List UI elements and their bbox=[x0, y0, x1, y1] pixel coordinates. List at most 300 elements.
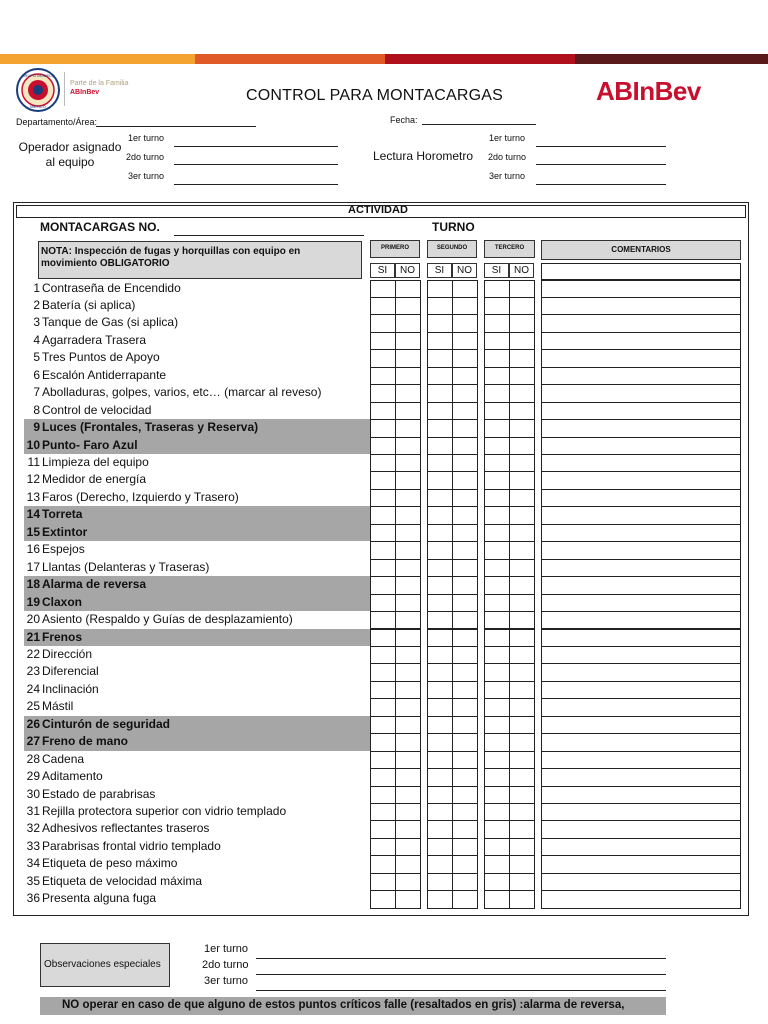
checklist-item bbox=[24, 367, 370, 384]
check-cell-primero-no[interactable] bbox=[395, 506, 421, 524]
check-cell-segundo-si[interactable] bbox=[427, 698, 453, 716]
check-cell-tercero-si[interactable] bbox=[484, 506, 510, 524]
check-cell-primero-no[interactable] bbox=[395, 437, 421, 455]
check-cell-tercero-no[interactable] bbox=[509, 506, 535, 524]
check-cell-tercero-si[interactable] bbox=[484, 629, 510, 647]
check-cell-segundo-si[interactable] bbox=[427, 803, 453, 821]
check-cell-tercero-no[interactable] bbox=[509, 786, 535, 804]
fecha-field[interactable] bbox=[422, 124, 536, 125]
check-cell-tercero-no[interactable] bbox=[509, 524, 535, 542]
comentario-cell[interactable] bbox=[541, 541, 741, 559]
check-cell-tercero-si[interactable] bbox=[484, 890, 510, 908]
svg-text:MÉXICO: MÉXICO bbox=[30, 104, 46, 109]
check-cell-primero-no[interactable] bbox=[395, 768, 421, 786]
check-cell-primero-si[interactable] bbox=[370, 471, 396, 489]
check-cell-tercero-si[interactable] bbox=[484, 367, 510, 385]
check-cell-segundo-si[interactable] bbox=[427, 559, 453, 577]
checklist-item bbox=[24, 314, 370, 331]
check-cell-segundo-si[interactable] bbox=[427, 419, 453, 437]
check-cell-primero-no[interactable] bbox=[395, 384, 421, 402]
comentario-cell[interactable] bbox=[541, 402, 741, 420]
check-cell-segundo-no[interactable] bbox=[452, 786, 478, 804]
checklist-item bbox=[24, 576, 370, 593]
check-cell-tercero-si[interactable] bbox=[484, 559, 510, 577]
check-cell-segundo-si[interactable] bbox=[427, 541, 453, 559]
check-cell-tercero-si[interactable] bbox=[484, 838, 510, 856]
check-cell-segundo-no[interactable] bbox=[452, 454, 478, 472]
check-cell-primero-no[interactable] bbox=[395, 576, 421, 594]
check-cell-segundo-no[interactable] bbox=[452, 646, 478, 664]
check-cell-tercero-si[interactable] bbox=[484, 349, 510, 367]
checklist-item-label: Parabrisas frontal vidrio templado bbox=[42, 838, 221, 853]
check-cell-tercero-no[interactable] bbox=[509, 576, 535, 594]
check-cell-tercero-si[interactable] bbox=[484, 646, 510, 664]
check-cell-segundo-si[interactable] bbox=[427, 646, 453, 664]
checklist-item bbox=[24, 524, 370, 541]
horometro-turno-2-field[interactable] bbox=[536, 164, 666, 165]
check-cell-primero-no[interactable] bbox=[395, 803, 421, 821]
check-cell-tercero-si[interactable] bbox=[484, 663, 510, 681]
check-cell-segundo-no[interactable] bbox=[452, 297, 478, 315]
check-cell-segundo-no[interactable] bbox=[452, 314, 478, 332]
check-cell-tercero-no[interactable] bbox=[509, 349, 535, 367]
check-cell-tercero-no[interactable] bbox=[509, 698, 535, 716]
comentario-cell[interactable] bbox=[541, 838, 741, 856]
check-cell-segundo-no[interactable] bbox=[452, 820, 478, 838]
comentario-cell[interactable] bbox=[541, 437, 741, 455]
check-cell-tercero-si[interactable] bbox=[484, 454, 510, 472]
check-cell-tercero-no[interactable] bbox=[509, 646, 535, 664]
checklist-item bbox=[24, 611, 370, 628]
check-cell-tercero-si[interactable] bbox=[484, 332, 510, 350]
comentario-cell[interactable] bbox=[541, 384, 741, 402]
check-cell-primero-si[interactable] bbox=[370, 349, 396, 367]
comentario-cell[interactable] bbox=[541, 855, 741, 873]
check-cell-primero-no[interactable] bbox=[395, 594, 421, 612]
check-cell-segundo-no[interactable] bbox=[452, 367, 478, 385]
check-cell-primero-si[interactable] bbox=[370, 786, 396, 804]
check-cell-primero-no[interactable] bbox=[395, 855, 421, 873]
check-cell-tercero-no[interactable] bbox=[509, 855, 535, 873]
check-cell-primero-si[interactable] bbox=[370, 419, 396, 437]
check-cell-segundo-si[interactable] bbox=[427, 768, 453, 786]
check-cell-tercero-no[interactable] bbox=[509, 838, 535, 856]
checklist-item-label: Espejos bbox=[42, 542, 85, 557]
comentario-cell[interactable] bbox=[541, 681, 741, 699]
comentario-cell[interactable] bbox=[541, 454, 741, 472]
comentario-cell[interactable] bbox=[541, 873, 741, 891]
check-cell-segundo-si[interactable] bbox=[427, 838, 453, 856]
check-cell-primero-si[interactable] bbox=[370, 454, 396, 472]
check-cell-tercero-si[interactable] bbox=[484, 681, 510, 699]
check-cell-tercero-si[interactable] bbox=[484, 489, 510, 507]
check-cell-primero-no[interactable] bbox=[395, 402, 421, 420]
check-cell-primero-si[interactable] bbox=[370, 367, 396, 385]
check-cell-primero-no[interactable] bbox=[395, 698, 421, 716]
check-cell-primero-si[interactable] bbox=[370, 402, 396, 420]
check-cell-segundo-no[interactable] bbox=[452, 559, 478, 577]
check-cell-segundo-no[interactable] bbox=[452, 471, 478, 489]
check-cell-segundo-no[interactable] bbox=[452, 838, 478, 856]
check-cell-primero-si[interactable] bbox=[370, 803, 396, 821]
check-cell-tercero-si[interactable] bbox=[484, 751, 510, 769]
check-cell-segundo-si[interactable] bbox=[427, 367, 453, 385]
check-cell-tercero-no[interactable] bbox=[509, 629, 535, 647]
check-cell-tercero-si[interactable] bbox=[484, 471, 510, 489]
check-cell-tercero-no[interactable] bbox=[509, 489, 535, 507]
check-cell-primero-no[interactable] bbox=[395, 280, 421, 298]
checklist-item-number: 29 bbox=[26, 769, 40, 784]
check-cell-primero-si[interactable] bbox=[370, 384, 396, 402]
check-cell-primero-no[interactable] bbox=[395, 349, 421, 367]
check-cell-tercero-no[interactable] bbox=[509, 454, 535, 472]
comentario-cell[interactable] bbox=[541, 524, 741, 542]
check-cell-tercero-si[interactable] bbox=[484, 419, 510, 437]
checklist-item-number: 9 bbox=[33, 420, 40, 435]
check-cell-tercero-no[interactable] bbox=[509, 733, 535, 751]
check-cell-tercero-si[interactable] bbox=[484, 873, 510, 891]
check-cell-primero-si[interactable] bbox=[370, 733, 396, 751]
checklist-item-number: 32 bbox=[26, 821, 40, 836]
comentario-cell[interactable] bbox=[541, 629, 741, 647]
check-cell-segundo-no[interactable] bbox=[452, 419, 478, 437]
check-cell-primero-si[interactable] bbox=[370, 646, 396, 664]
comentario-cell[interactable] bbox=[541, 803, 741, 821]
check-cell-tercero-si[interactable] bbox=[484, 716, 510, 734]
operador-turno-2-field[interactable] bbox=[174, 164, 338, 165]
checklist-item-number: 3 bbox=[33, 315, 40, 330]
shift-1-no-label: NO bbox=[395, 263, 420, 278]
check-cell-primero-si[interactable] bbox=[370, 489, 396, 507]
comentarios-header: COMENTARIOS bbox=[541, 240, 741, 260]
check-cell-segundo-si[interactable] bbox=[427, 332, 453, 350]
check-cell-tercero-no[interactable] bbox=[509, 367, 535, 385]
check-cell-segundo-si[interactable] bbox=[427, 576, 453, 594]
check-cell-tercero-no[interactable] bbox=[509, 751, 535, 769]
check-cell-primero-no[interactable] bbox=[395, 297, 421, 315]
check-cell-tercero-si[interactable] bbox=[484, 280, 510, 298]
check-cell-primero-si[interactable] bbox=[370, 855, 396, 873]
check-cell-tercero-si[interactable] bbox=[484, 820, 510, 838]
check-cell-segundo-no[interactable] bbox=[452, 681, 478, 699]
check-cell-segundo-no[interactable] bbox=[452, 541, 478, 559]
operador-turno-1-field[interactable] bbox=[174, 146, 338, 147]
check-cell-tercero-si[interactable] bbox=[484, 733, 510, 751]
comentario-cell[interactable] bbox=[541, 367, 741, 385]
check-cell-primero-no[interactable] bbox=[395, 820, 421, 838]
check-cell-tercero-si[interactable] bbox=[484, 594, 510, 612]
operador-turno-3-field[interactable] bbox=[174, 184, 338, 185]
check-cell-tercero-no[interactable] bbox=[509, 611, 535, 629]
check-cell-segundo-no[interactable] bbox=[452, 524, 478, 542]
check-cell-segundo-si[interactable] bbox=[427, 314, 453, 332]
check-cell-segundo-si[interactable] bbox=[427, 454, 453, 472]
check-cell-primero-si[interactable] bbox=[370, 280, 396, 298]
check-cell-primero-si[interactable] bbox=[370, 838, 396, 856]
check-cell-segundo-no[interactable] bbox=[452, 873, 478, 891]
check-cell-segundo-si[interactable] bbox=[427, 594, 453, 612]
check-cell-segundo-si[interactable] bbox=[427, 524, 453, 542]
check-cell-segundo-si[interactable] bbox=[427, 402, 453, 420]
comentario-cell[interactable] bbox=[541, 698, 741, 716]
check-cell-segundo-no[interactable] bbox=[452, 332, 478, 350]
check-cell-tercero-no[interactable] bbox=[509, 419, 535, 437]
montacargas-field[interactable] bbox=[174, 235, 364, 236]
checklist-item-number: 25 bbox=[26, 699, 40, 714]
check-cell-primero-no[interactable] bbox=[395, 367, 421, 385]
check-cell-segundo-si[interactable] bbox=[427, 716, 453, 734]
check-cell-segundo-si[interactable] bbox=[427, 855, 453, 873]
check-cell-segundo-si[interactable] bbox=[427, 751, 453, 769]
comentario-cell[interactable] bbox=[541, 332, 741, 350]
check-cell-primero-si[interactable] bbox=[370, 768, 396, 786]
checklist-item bbox=[24, 454, 370, 471]
check-cell-segundo-no[interactable] bbox=[452, 437, 478, 455]
check-cell-primero-si[interactable] bbox=[370, 820, 396, 838]
check-cell-segundo-no[interactable] bbox=[452, 489, 478, 507]
check-cell-tercero-si[interactable] bbox=[484, 576, 510, 594]
comentario-cell[interactable] bbox=[541, 297, 741, 315]
check-cell-primero-no[interactable] bbox=[395, 524, 421, 542]
comentario-cell[interactable] bbox=[541, 471, 741, 489]
check-cell-tercero-si[interactable] bbox=[484, 803, 510, 821]
check-cell-tercero-no[interactable] bbox=[509, 890, 535, 908]
stripe-dark bbox=[575, 54, 768, 64]
comentario-cell[interactable] bbox=[541, 663, 741, 681]
checklist-item bbox=[24, 768, 370, 785]
check-cell-segundo-no[interactable] bbox=[452, 716, 478, 734]
check-cell-tercero-no[interactable] bbox=[509, 681, 535, 699]
check-cell-primero-si[interactable] bbox=[370, 437, 396, 455]
check-cell-primero-si[interactable] bbox=[370, 611, 396, 629]
check-cell-segundo-si[interactable] bbox=[427, 786, 453, 804]
check-cell-tercero-si[interactable] bbox=[484, 524, 510, 542]
check-cell-segundo-si[interactable] bbox=[427, 663, 453, 681]
check-cell-segundo-no[interactable] bbox=[452, 576, 478, 594]
comentario-cell[interactable] bbox=[541, 751, 741, 769]
obs-turno-1-field[interactable] bbox=[256, 958, 666, 959]
horometro-turno-1-field[interactable] bbox=[536, 146, 666, 147]
check-cell-segundo-si[interactable] bbox=[427, 280, 453, 298]
check-cell-primero-no[interactable] bbox=[395, 611, 421, 629]
check-cell-primero-no[interactable] bbox=[395, 890, 421, 908]
comentario-cell[interactable] bbox=[541, 489, 741, 507]
checklist-item-number: 21 bbox=[26, 629, 40, 644]
check-cell-segundo-si[interactable] bbox=[427, 471, 453, 489]
check-cell-tercero-no[interactable] bbox=[509, 559, 535, 577]
check-cell-segundo-no[interactable] bbox=[452, 698, 478, 716]
check-cell-primero-si[interactable] bbox=[370, 559, 396, 577]
check-cell-primero-si[interactable] bbox=[370, 297, 396, 315]
comentario-cell[interactable] bbox=[541, 559, 741, 577]
check-cell-tercero-no[interactable] bbox=[509, 873, 535, 891]
checklist-item-label: Etiqueta de velocidad máxima bbox=[42, 873, 203, 888]
checklist-item-number: 24 bbox=[26, 681, 40, 696]
check-cell-tercero-no[interactable] bbox=[509, 803, 535, 821]
check-cell-primero-si[interactable] bbox=[370, 629, 396, 647]
check-cell-segundo-no[interactable] bbox=[452, 733, 478, 751]
comentario-cell[interactable] bbox=[541, 314, 741, 332]
check-cell-primero-si[interactable] bbox=[370, 576, 396, 594]
check-cell-tercero-si[interactable] bbox=[484, 786, 510, 804]
check-cell-segundo-si[interactable] bbox=[427, 384, 453, 402]
check-cell-tercero-no[interactable] bbox=[509, 594, 535, 612]
check-cell-primero-si[interactable] bbox=[370, 681, 396, 699]
check-cell-primero-no[interactable] bbox=[395, 786, 421, 804]
check-cell-primero-si[interactable] bbox=[370, 506, 396, 524]
check-cell-primero-no[interactable] bbox=[395, 716, 421, 734]
check-cell-tercero-no[interactable] bbox=[509, 471, 535, 489]
check-cell-primero-no[interactable] bbox=[395, 314, 421, 332]
obs-turno-3-label: 3er turno bbox=[204, 975, 249, 987]
check-cell-segundo-si[interactable] bbox=[427, 873, 453, 891]
check-cell-segundo-si[interactable] bbox=[427, 506, 453, 524]
comentario-cell[interactable] bbox=[541, 820, 741, 838]
check-cell-primero-no[interactable] bbox=[395, 541, 421, 559]
check-cell-segundo-no[interactable] bbox=[452, 855, 478, 873]
comentario-cell[interactable] bbox=[541, 890, 741, 908]
check-cell-primero-no[interactable] bbox=[395, 471, 421, 489]
checklist-item bbox=[24, 820, 370, 837]
check-cell-tercero-no[interactable] bbox=[509, 541, 535, 559]
check-cell-tercero-si[interactable] bbox=[484, 768, 510, 786]
checklist-item bbox=[24, 402, 370, 419]
check-cell-primero-no[interactable] bbox=[395, 663, 421, 681]
check-cell-segundo-no[interactable] bbox=[452, 751, 478, 769]
check-cell-primero-si[interactable] bbox=[370, 751, 396, 769]
check-cell-segundo-no[interactable] bbox=[452, 349, 478, 367]
comentario-cell[interactable] bbox=[541, 716, 741, 734]
check-cell-primero-si[interactable] bbox=[370, 873, 396, 891]
comentario-cell[interactable] bbox=[541, 733, 741, 751]
comentario-cell[interactable] bbox=[541, 786, 741, 804]
check-cell-primero-si[interactable] bbox=[370, 716, 396, 734]
check-cell-primero-no[interactable] bbox=[395, 873, 421, 891]
comentario-cell[interactable] bbox=[541, 576, 741, 594]
check-cell-primero-si[interactable] bbox=[370, 890, 396, 908]
checklist-item-label: Alarma de reversa bbox=[42, 577, 147, 592]
check-cell-segundo-no[interactable] bbox=[452, 803, 478, 821]
check-cell-segundo-no[interactable] bbox=[452, 384, 478, 402]
check-cell-segundo-si[interactable] bbox=[427, 297, 453, 315]
check-cell-segundo-si[interactable] bbox=[427, 629, 453, 647]
check-cell-primero-no[interactable] bbox=[395, 419, 421, 437]
comentario-cell[interactable] bbox=[541, 768, 741, 786]
checklist-item bbox=[24, 698, 370, 715]
comentario-cell[interactable] bbox=[541, 349, 741, 367]
comentario-cell[interactable] bbox=[541, 646, 741, 664]
nota-text: NOTA: Inspección de fugas y horquillas con equipo en movimiento OBLIGATORIO bbox=[41, 246, 301, 269]
check-cell-tercero-si[interactable] bbox=[484, 297, 510, 315]
check-cell-tercero-no[interactable] bbox=[509, 820, 535, 838]
check-cell-primero-no[interactable] bbox=[395, 332, 421, 350]
check-cell-tercero-no[interactable] bbox=[509, 402, 535, 420]
check-cell-tercero-no[interactable] bbox=[509, 314, 535, 332]
check-cell-primero-no[interactable] bbox=[395, 629, 421, 647]
obs-turno-2-field[interactable] bbox=[256, 974, 666, 975]
check-cell-segundo-si[interactable] bbox=[427, 820, 453, 838]
checklist-item-number: 11 bbox=[27, 455, 40, 469]
check-cell-tercero-no[interactable] bbox=[509, 384, 535, 402]
check-cell-primero-no[interactable] bbox=[395, 489, 421, 507]
check-cell-primero-si[interactable] bbox=[370, 332, 396, 350]
check-cell-primero-si[interactable] bbox=[370, 698, 396, 716]
check-cell-segundo-no[interactable] bbox=[452, 629, 478, 647]
check-cell-segundo-si[interactable] bbox=[427, 733, 453, 751]
check-cell-segundo-si[interactable] bbox=[427, 681, 453, 699]
check-cell-segundo-no[interactable] bbox=[452, 594, 478, 612]
check-cell-segundo-si[interactable] bbox=[427, 611, 453, 629]
checklist-item-label: Adhesivos reflectantes traseros bbox=[42, 821, 210, 836]
check-cell-tercero-no[interactable] bbox=[509, 332, 535, 350]
comentario-cell[interactable] bbox=[541, 506, 741, 524]
checklist-item-number: 27 bbox=[26, 734, 40, 749]
operador-label: Operador asignado al equipo bbox=[18, 140, 122, 169]
operador-turno-2-label: 2do turno bbox=[126, 152, 165, 162]
check-cell-segundo-si[interactable] bbox=[427, 437, 453, 455]
check-cell-primero-no[interactable] bbox=[395, 751, 421, 769]
check-cell-primero-si[interactable] bbox=[370, 594, 396, 612]
check-cell-primero-no[interactable] bbox=[395, 838, 421, 856]
comentario-cell[interactable] bbox=[541, 611, 741, 629]
check-cell-primero-si[interactable] bbox=[370, 663, 396, 681]
check-cell-segundo-si[interactable] bbox=[427, 489, 453, 507]
check-cell-tercero-si[interactable] bbox=[484, 611, 510, 629]
checklist-item bbox=[24, 873, 370, 890]
check-cell-tercero-no[interactable] bbox=[509, 437, 535, 455]
check-cell-tercero-no[interactable] bbox=[509, 663, 535, 681]
check-cell-primero-no[interactable] bbox=[395, 454, 421, 472]
check-cell-tercero-no[interactable] bbox=[509, 280, 535, 298]
check-cell-tercero-si[interactable] bbox=[484, 698, 510, 716]
check-cell-segundo-no[interactable] bbox=[452, 768, 478, 786]
check-cell-tercero-si[interactable] bbox=[484, 402, 510, 420]
check-cell-primero-no[interactable] bbox=[395, 646, 421, 664]
checklist-item-number: 23 bbox=[26, 664, 40, 679]
horometro-turno-3-field[interactable] bbox=[536, 184, 666, 185]
check-cell-tercero-si[interactable] bbox=[484, 437, 510, 455]
check-cell-tercero-no[interactable] bbox=[509, 716, 535, 734]
check-cell-tercero-si[interactable] bbox=[484, 541, 510, 559]
check-cell-primero-no[interactable] bbox=[395, 559, 421, 577]
check-cell-segundo-no[interactable] bbox=[452, 890, 478, 908]
check-cell-segundo-no[interactable] bbox=[452, 611, 478, 629]
check-cell-tercero-no[interactable] bbox=[509, 768, 535, 786]
shift-3-no-label: NO bbox=[509, 263, 534, 278]
check-cell-segundo-no[interactable] bbox=[452, 506, 478, 524]
comentario-cell[interactable] bbox=[541, 594, 741, 612]
check-cell-primero-si[interactable] bbox=[370, 541, 396, 559]
check-cell-tercero-no[interactable] bbox=[509, 297, 535, 315]
checklist-item bbox=[24, 751, 370, 768]
comentario-cell[interactable] bbox=[541, 280, 741, 298]
check-cell-segundo-no[interactable] bbox=[452, 663, 478, 681]
check-cell-primero-no[interactable] bbox=[395, 733, 421, 751]
check-cell-segundo-no[interactable] bbox=[452, 402, 478, 420]
check-cell-tercero-si[interactable] bbox=[484, 855, 510, 873]
check-cell-segundo-no[interactable] bbox=[452, 280, 478, 298]
check-cell-segundo-si[interactable] bbox=[427, 890, 453, 908]
check-cell-tercero-si[interactable] bbox=[484, 314, 510, 332]
check-cell-primero-no[interactable] bbox=[395, 681, 421, 699]
comentario-cell[interactable] bbox=[541, 419, 741, 437]
check-cell-primero-si[interactable] bbox=[370, 314, 396, 332]
obs-turno-3-field[interactable] bbox=[256, 990, 666, 991]
check-cell-primero-si[interactable] bbox=[370, 524, 396, 542]
departamento-field[interactable] bbox=[96, 126, 256, 127]
check-cell-tercero-si[interactable] bbox=[484, 384, 510, 402]
check-cell-segundo-si[interactable] bbox=[427, 349, 453, 367]
